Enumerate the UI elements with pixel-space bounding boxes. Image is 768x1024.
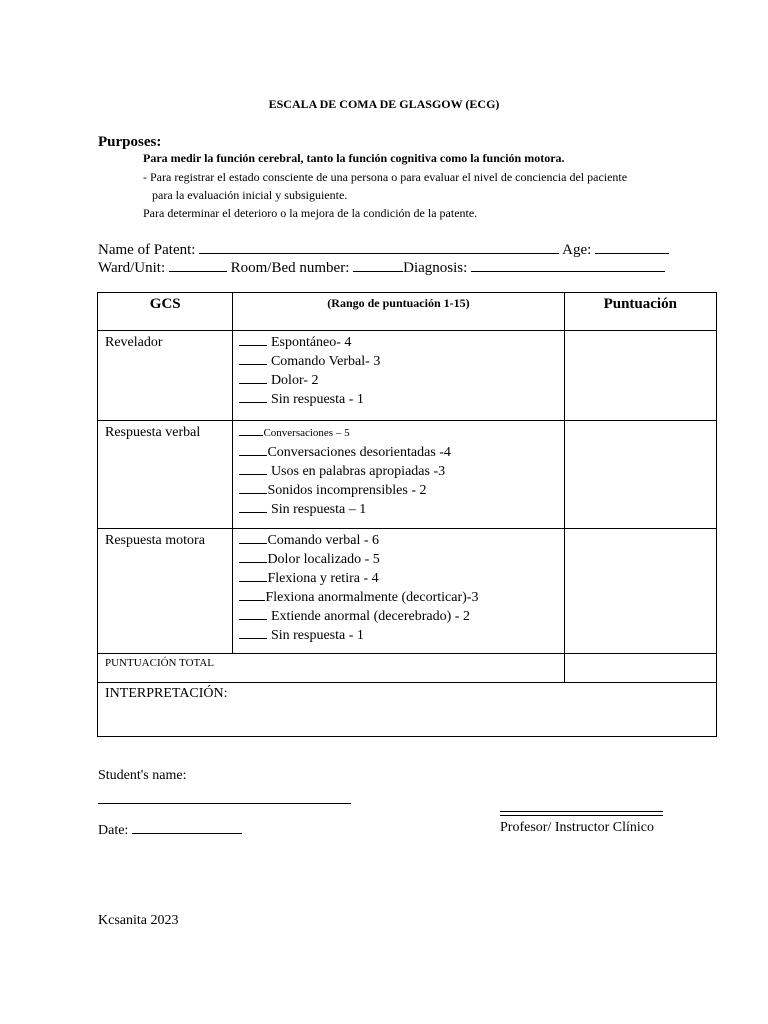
total-label: PUNTUACIÓN TOTAL xyxy=(98,654,565,683)
option-item[interactable]: Usos en palabras apropiadas -3 xyxy=(239,462,563,481)
ward-field[interactable] xyxy=(169,258,227,272)
ward-label: Ward/Unit: xyxy=(98,260,166,276)
options-verbal xyxy=(233,421,564,529)
option-item[interactable]: Espontáneo- 4 xyxy=(239,333,563,352)
purpose-line-1: Para medir la función cerebral, tanto la función cognitiva como la función motora. xyxy=(143,151,565,165)
patient-name-row xyxy=(98,240,669,259)
option-item[interactable]: Conversaciones – 5 xyxy=(239,423,563,443)
option-item[interactable]: Sin respuesta - 1 xyxy=(239,626,563,645)
instructor-signature-line[interactable] xyxy=(500,811,663,816)
options-eye xyxy=(233,331,564,421)
option-item[interactable]: Flexiona y retira - 4 xyxy=(239,569,563,588)
header-range: (Rango de puntuación 1-15) xyxy=(233,293,564,331)
row-label-verbal: Respuesta verbal xyxy=(98,421,233,529)
purpose-line-2: - Para registrar el estado consciente de una persona o para evaluar el nivel de conciencia del paciente xyxy=(143,170,628,184)
document-title: ESCALA DE COMA DE GLASGOW (ECG) xyxy=(268,97,500,111)
age-field[interactable] xyxy=(595,240,669,254)
date-field[interactable] xyxy=(132,820,242,834)
patient-name-field[interactable] xyxy=(199,240,559,254)
score-cell-motor[interactable] xyxy=(564,529,717,654)
header-score: Puntuación xyxy=(564,293,717,331)
option-item[interactable]: Sin respuesta - 1 xyxy=(239,390,563,409)
ward-row xyxy=(98,258,665,277)
student-signature-line[interactable] xyxy=(98,803,351,804)
diagnosis-field[interactable] xyxy=(471,258,665,272)
room-field[interactable] xyxy=(353,258,403,272)
option-item[interactable]: Dolor localizado - 5 xyxy=(239,550,563,569)
total-row xyxy=(98,654,717,683)
student-name-label: Student's name: xyxy=(98,768,187,783)
age-label: Age: xyxy=(562,242,592,258)
option-item[interactable]: Comando verbal - 6 xyxy=(239,531,563,550)
option-item[interactable]: Sin respuesta – 1 xyxy=(239,500,563,519)
option-item[interactable]: Conversaciones desorientadas -4 xyxy=(239,443,563,462)
table-header-row xyxy=(98,293,717,331)
date-label: Date: xyxy=(98,823,129,838)
header-gcs: GCS xyxy=(98,293,233,331)
purpose-line-3: para la evaluación inicial y subsiguiente. xyxy=(152,188,348,202)
interpretation-label[interactable]: INTERPRETACIÓN: xyxy=(98,683,717,737)
option-item[interactable]: Sonidos incomprensibles - 2 xyxy=(239,481,563,500)
gcs-table xyxy=(97,292,717,737)
total-score-cell[interactable] xyxy=(564,654,717,683)
option-item[interactable]: Flexiona anormalmente (decorticar)-3 xyxy=(239,588,563,607)
options-motor xyxy=(233,529,564,654)
date-row xyxy=(98,820,242,839)
purpose-line-4: Para determinar el deterioro o la mejora de la condición de la patente. xyxy=(143,206,478,220)
interpretation-row xyxy=(98,683,717,737)
instructor-label: Profesor/ Instructor Clínico xyxy=(500,820,654,835)
option-item[interactable]: Dolor- 2 xyxy=(239,371,563,390)
table-row xyxy=(98,421,717,529)
option-item[interactable]: Extiende anormal (decerebrado) - 2 xyxy=(239,607,563,626)
credit-text: Kcsanita 2023 xyxy=(98,913,179,928)
room-label: Room/Bed number: xyxy=(230,260,350,276)
score-cell-eye[interactable] xyxy=(564,331,717,421)
table-row xyxy=(98,331,717,421)
score-cell-verbal[interactable] xyxy=(564,421,717,529)
patient-name-label: Name of Patent: xyxy=(98,242,196,258)
row-label-eye: Revelador xyxy=(98,331,233,421)
option-item[interactable]: Comando Verbal- 3 xyxy=(239,352,563,371)
row-label-motor: Respuesta motora xyxy=(98,529,233,654)
diagnosis-label: Diagnosis: xyxy=(403,260,468,276)
purposes-heading: Purposes: xyxy=(98,134,162,150)
table-row xyxy=(98,529,717,654)
